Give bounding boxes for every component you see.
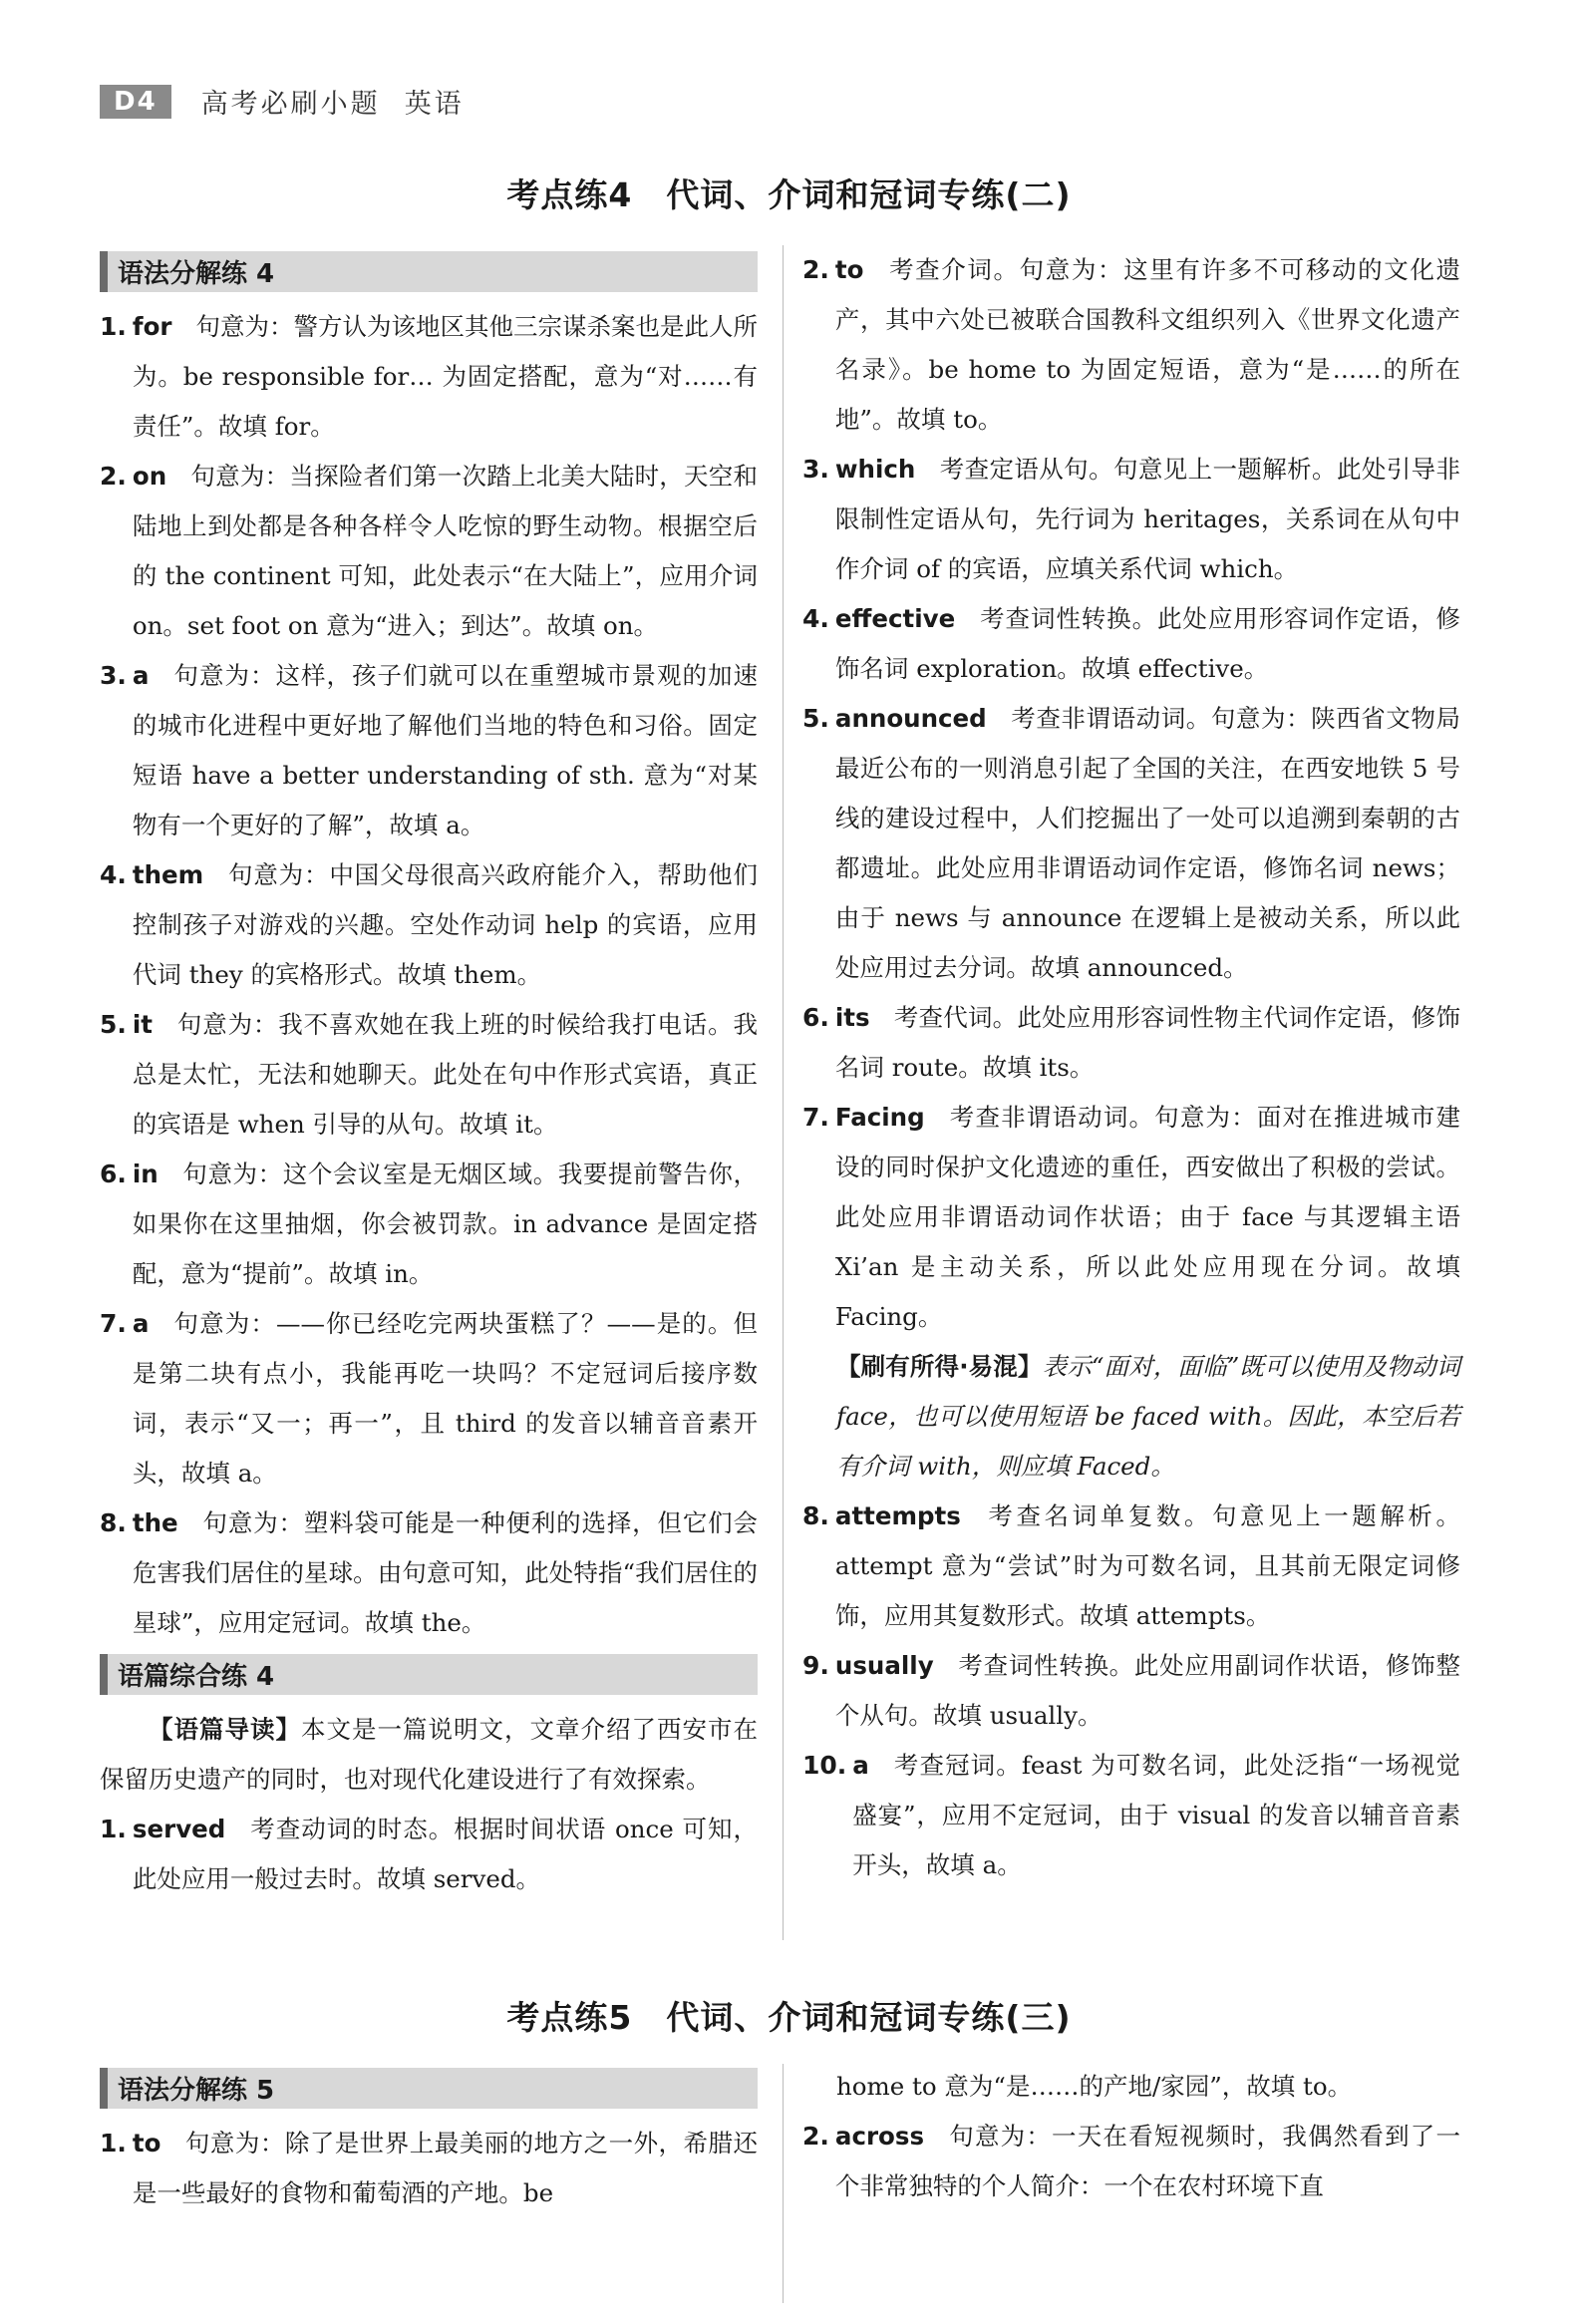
item-body <box>133 1498 758 1648</box>
item-explanation: 考查代词。此处应用形容词性物主代词作定语，修饰名词 route。故填 its。 <box>834 1003 1460 1082</box>
item-number: 1. <box>100 312 127 341</box>
answer-item <box>100 1150 758 1299</box>
item-explanation: 考查非谓语动词。句意为：陕西省文物局最近公布的一则消息引起了全国的关注，在西安地铁 5 号线的建设过程中，人们挖掘出了一处可以追溯到秦朝的古都遗址。此处应用非谓语动词作定语，修饰名词 news；由于 news 与 announce 在逻辑上是被动关系，所以此处应用过去分词。故填 announced。 <box>834 704 1460 982</box>
passage-intro <box>100 1705 758 1805</box>
answer-item <box>100 651 758 850</box>
item-body <box>133 850 758 1000</box>
item-number: 3. <box>802 455 829 484</box>
item-explanation: 考查词性转换。此处应用副词作状语，修饰整个从句。故填 usually。 <box>834 1651 1460 1730</box>
item-number: 2. <box>100 462 127 491</box>
item-number: 8. <box>100 1508 127 1537</box>
item-number: 9. <box>802 1651 829 1680</box>
item-number: 4. <box>802 604 829 633</box>
left-column-4 <box>100 249 758 1904</box>
answer-item <box>100 1498 758 1648</box>
tip-box <box>802 1342 1460 1492</box>
item-answer: Facing <box>834 1103 925 1132</box>
item-answer: them <box>132 860 204 889</box>
item-body <box>133 302 758 452</box>
item-number: 7. <box>100 1309 127 1338</box>
page-badge: D4 <box>100 85 171 119</box>
answer-item <box>802 1093 1460 1342</box>
answer-item <box>802 245 1460 445</box>
item-explanation: 句意为：我不喜欢她在我上班的时候给我打电话。我总是太忙，无法和她聊天。此处在句中作形式宾语，真正的宾语是 when 引导的从句。故填 it。 <box>132 1010 758 1139</box>
column-divider <box>783 245 784 1940</box>
item-body <box>835 245 1460 445</box>
item-explanation: 考查名词单复数。句意见上一题解析。attempt 意为“尝试”时为可数名词，且其前无限定词修饰，应用其复数形式。故填 attempts。 <box>834 1501 1460 1630</box>
item-body <box>835 2112 1460 2211</box>
subject-label: 英语 <box>404 89 465 120</box>
passage-intro-text: 本文是一篇说明文，文章介绍了西安市在保留历史遗产的同时，也对现代化建设进行了有效探索。 <box>100 1715 758 1794</box>
item-number: 2. <box>802 255 829 284</box>
answer-item <box>802 993 1460 1093</box>
answer-item <box>802 445 1460 594</box>
item-answer: its <box>834 1003 870 1032</box>
right-column-4 <box>802 245 1460 1890</box>
item-number: 8. <box>802 1501 829 1530</box>
item-explanation: 句意为：一天在看短视频时，我偶然看到了一个非常独特的个人简介：一个在农村环境下直 <box>834 2122 1460 2200</box>
answer-item <box>100 2119 758 2218</box>
item-number: 6. <box>802 1003 829 1032</box>
item-body <box>852 1741 1460 1890</box>
answer-item <box>802 694 1460 993</box>
item-number: 6. <box>100 1160 127 1188</box>
item-answer: which <box>834 455 916 484</box>
item-explanation: 考查冠词。feast 为可数名词，此处泛指“一场视觉盛宴”，应用不定冠词，由于 visual 的发音以辅音音素开头，故填 a。 <box>852 1751 1460 1879</box>
item-body <box>835 445 1460 594</box>
item-number: 7. <box>802 1103 829 1132</box>
item-answer: in <box>132 1160 158 1188</box>
item-explanation: 考查词性转换。此处应用形容词作定语，修饰名词 exploration。故填 effective。 <box>834 604 1460 683</box>
item-body <box>835 1492 1460 1641</box>
item-body <box>835 694 1460 993</box>
item-explanation: 句意为：这样，孩子们就可以在重塑城市景观的加速的城市化进程中更好地了解他们当地的特色和习俗。固定短语 have a better understanding of sth. 意为“对某物有一个更好的了解”，故填 a。 <box>132 661 758 839</box>
answer-item <box>100 850 758 1000</box>
item-explanation: 句意为：塑料袋可能是一种便利的选择，但它们会危害我们居住的星球。由句意可知，此处特指“我们居住的星球”，应用定冠词。故填 the。 <box>132 1508 758 1637</box>
item-answer: to <box>132 2129 161 2158</box>
item-explanation: 句意为：除了是世界上最美丽的地方之一外，希腊还是一些最好的食物和葡萄酒的产地。be <box>132 2129 758 2207</box>
item-answer: the <box>132 1508 178 1537</box>
item-number: 5. <box>100 1010 127 1039</box>
item-explanation: 句意为：——你已经吃完两块蛋糕了？——是的。但是第二块有点小，我能再吃一块吗？不定冠词后接序数词，表示“又一；再一”，且 third 的发音以辅音音素开头，故填 a。 <box>132 1309 758 1488</box>
item-body <box>835 1641 1460 1741</box>
column-divider-5 <box>783 2064 784 2303</box>
item-body <box>835 594 1460 694</box>
item-answer: to <box>834 255 864 284</box>
item-body <box>133 2119 758 2218</box>
answer-item <box>802 1492 1460 1641</box>
item-body <box>133 651 758 850</box>
item-answer: a <box>852 1751 869 1780</box>
item-number: 5. <box>802 704 829 733</box>
answer-item <box>100 452 758 651</box>
item-answer: usually <box>834 1651 934 1680</box>
item-body <box>835 1093 1460 1342</box>
item-answer: effective <box>834 604 956 633</box>
item-number: 2. <box>802 2122 829 2151</box>
item-answer: across <box>834 2122 925 2151</box>
item-number: 1. <box>100 1815 127 1843</box>
item-explanation: 句意为：这个会议室是无烟区域。我要提前警告你，如果你在这里抽烟，你会被罚款。in advance 是固定搭配，意为“提前”。故填 in。 <box>132 1160 758 1288</box>
section-title-4: 考点练4 代词、介词和冠词专练(二) <box>506 175 1072 214</box>
item-number: 3. <box>100 661 127 690</box>
item-body <box>133 1150 758 1299</box>
passage-intro-tag: 【语篇导读】 <box>149 1715 301 1744</box>
item-explanation: 考查动词的时态。根据时间状语 once 可知，此处应用一般过去时。故填 served。 <box>132 1815 758 1893</box>
item-body <box>835 993 1460 1093</box>
answer-item <box>100 1299 758 1498</box>
answer-item <box>802 2112 1460 2211</box>
answer-item <box>802 594 1460 694</box>
right-column-5 <box>802 2062 1460 2211</box>
item-explanation: 考查非谓语动词。句意为：面对在推进城市建设的同时保护文化遗迹的重任，西安做出了积极的尝试。此处应用非谓语动词作状语；由于 face 与其逻辑主语 Xi’an 是主动关系，所以此处应用现在分词。故填 Facing。 <box>834 1103 1460 1331</box>
section-title-5: 考点练5 代词、介词和冠词专练(三) <box>506 1998 1072 2037</box>
tip-tag: 【刷有所得·易混】 <box>836 1352 1043 1381</box>
item-answer: served <box>132 1815 226 1843</box>
item-answer: attempts <box>834 1501 961 1530</box>
item-explanation: 句意为：警方认为该地区其他三宗谋杀案也是此人所为。be responsible for… 为固定搭配，意为“对……有责任”。故填 for。 <box>132 312 758 441</box>
page-header <box>100 82 465 121</box>
left-column-5 <box>100 2066 758 2218</box>
item-body <box>133 1299 758 1498</box>
item-answer: a <box>132 1309 150 1338</box>
item-body <box>133 1805 758 1904</box>
answer-item <box>100 1805 758 1904</box>
item-body <box>133 452 758 651</box>
item-answer: announced <box>834 704 987 733</box>
item-explanation: 句意为：当探险者们第一次踏上北美大陆时，天空和陆地上到处都是各种各样令人吃惊的野生动物。根据空后的 the continent 可知，此处表示“在大陆上”，应用介词 on。set foot on 意为“进入；到达”。故填 on。 <box>132 462 758 640</box>
tip-text: 表示“面对，面临”既可以使用及物动词 face，也可以使用短语 be faced with。因此，本空后若有介词 with，则应填 Faced。 <box>836 1352 1460 1481</box>
answer-item <box>100 1000 758 1150</box>
item-explanation: 句意为：中国父母很高兴政府能介入，帮助他们控制孩子对游戏的兴趣。空处作动词 help 的宾语，应用代词 they 的宾格形式。故填 them。 <box>132 860 758 989</box>
item-answer: a <box>132 661 150 690</box>
item-body <box>133 1000 758 1150</box>
passage-exercise-label: 语篇综合练 4 <box>100 1654 758 1695</box>
continued-text: home to 意为“是……的产地/家园”，故填 to。 <box>836 2072 1353 2101</box>
item-number: 10. <box>802 1751 847 1780</box>
item-number: 4. <box>100 860 127 889</box>
grammar-exercise-label: 语法分解练 4 <box>100 251 758 292</box>
item-answer: on <box>132 462 167 491</box>
header-title <box>201 82 465 121</box>
item-explanation: 考查定语从句。句意见上一题解析。此处引导非限制性定语从句，先行词为 heritages，关系词在从句中作介词 of 的宾语，应填关系代词 which。 <box>834 455 1460 583</box>
book-title: 高考必刷小题 <box>200 89 381 120</box>
item-number: 1. <box>100 2129 127 2158</box>
item-explanation: 考查介词。句意为：这里有许多不可移动的文化遗产，其中六处已被联合国教科文组织列入《世界文化遗产名录》。be home to 为固定短语，意为“是……的所在地”。故填 to。 <box>834 255 1460 434</box>
answer-item <box>802 1741 1460 1890</box>
item-answer: for <box>132 312 172 341</box>
grammar-exercise-label-5: 语法分解练 5 <box>100 2068 758 2109</box>
answer-item <box>100 302 758 452</box>
item-answer: it <box>132 1010 154 1039</box>
answer-item <box>802 1641 1460 1741</box>
